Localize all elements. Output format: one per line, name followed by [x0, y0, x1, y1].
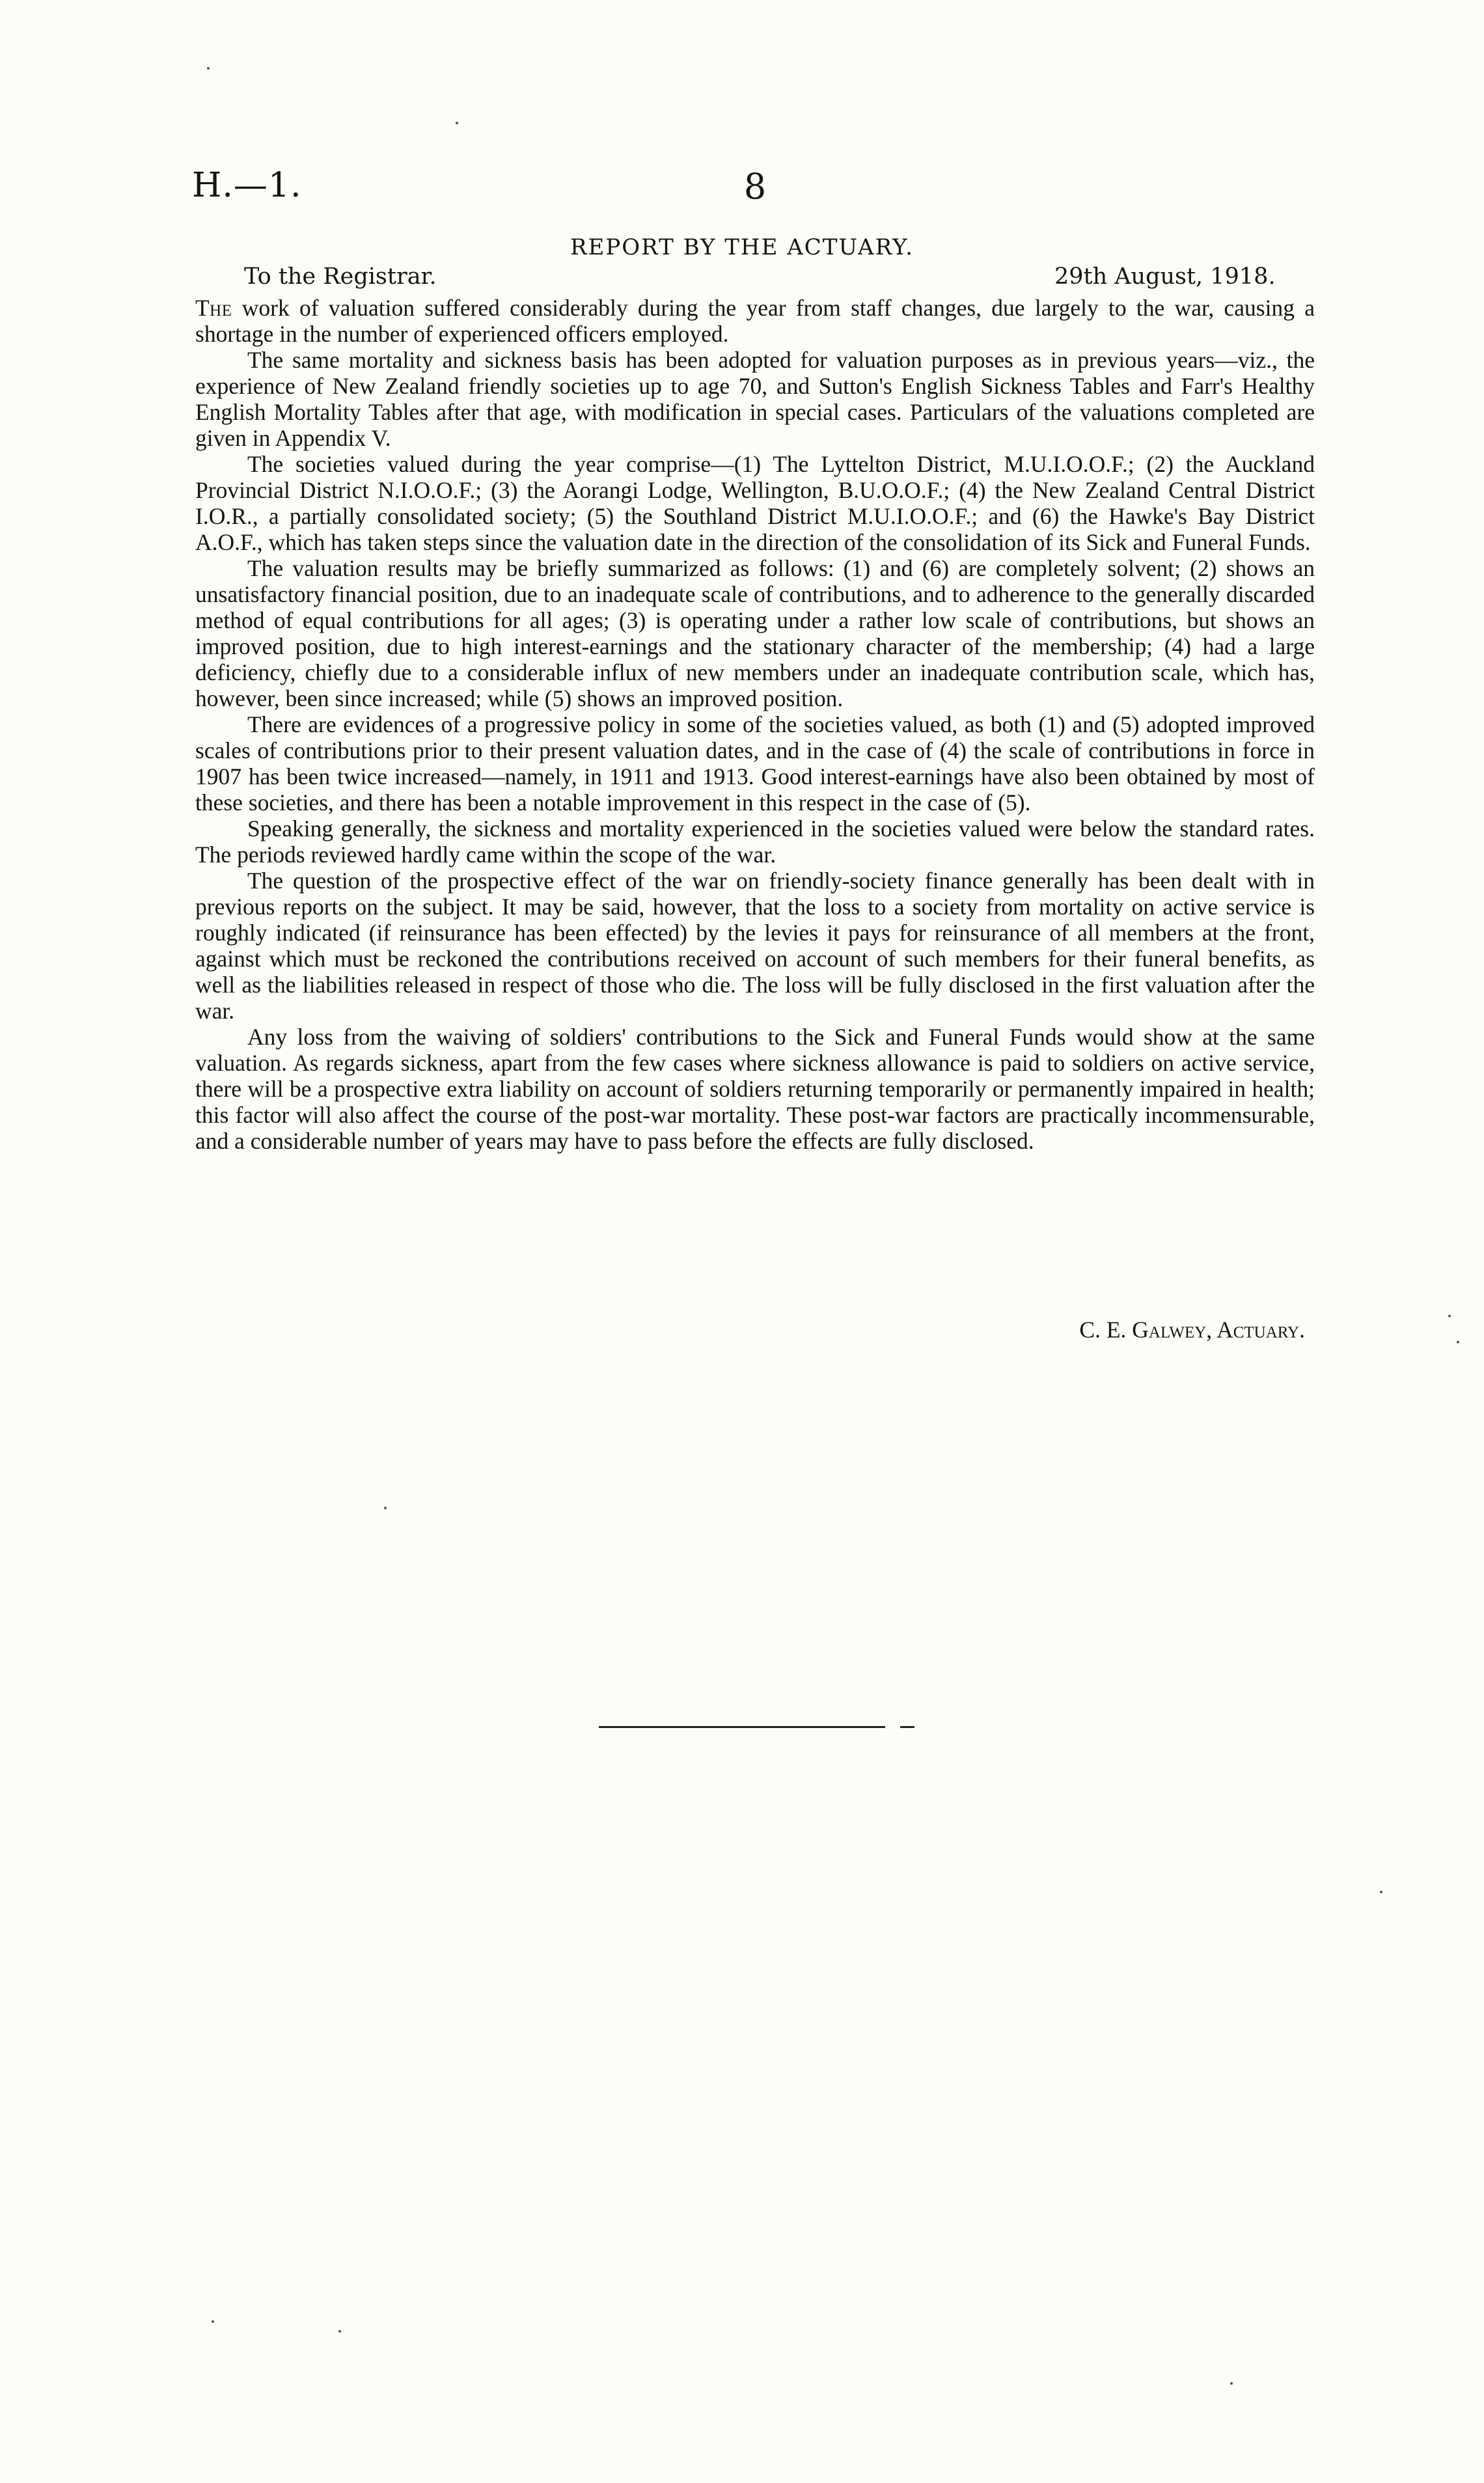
page-number: 8	[743, 166, 767, 207]
scan-speck	[338, 2330, 341, 2333]
scan-speck	[456, 122, 458, 124]
paragraph-4: The valuation results may be briefly summarized as follows: (1) and (6) are completely solvent; (2) shows an unsatisfactory financial position, due to an inadequate scale of contributions, and to adherence to the generally discarded method of equal contributions for all ages; (3) is operating under a rather low scale of contributions, but shows an improved position, due to high interest-earnings and the stationary character of the membership; (4) had a large deficiency, chiefly due to a considerable influx of new members under an inadequate contribution scale, which has, however, been since increased; while (5) shows an improved position.	[195, 555, 1315, 711]
paragraph-1	[195, 295, 1315, 347]
signature: C. E. Galwey, Actuary.	[1079, 1317, 1305, 1343]
scan-speck	[212, 2320, 214, 2323]
paragraph-6: Speaking generally, the sickness and mortality experienced in the societies valued were below the standard rates. The periods reviewed hardly came within the scope of the war.	[195, 816, 1315, 868]
lead-word: The	[195, 295, 232, 321]
scan-speck	[384, 1507, 387, 1509]
document-reference: H.—1.	[192, 166, 302, 205]
paragraph-2: The same mortality and sickness basis has been adopted for valuation purposes as in previous years—viz., the experience of New Zealand friendly societies up to age 70, and Sutton's English Sickness Tables and Farr's Healthy English Mortality Tables after that age, with modification in special cases. Particulars of the valuations completed are given in Appendix V.	[195, 347, 1315, 451]
scan-speck	[1380, 1891, 1382, 1893]
closing-rule-dash	[900, 1726, 914, 1728]
paragraph-7: The question of the prospective effect of the war on friendly-society finance generally has been dealt with in previous reports on the subject. It may be said, however, that the loss to a society from mortality on active service is roughly indicated (if reinsurance has been effected) by the levies it pays for reinsurance of all members at the front, against which must be reckoned the contributions received on account of such members for their funeral benefits, as well as the liabilities released in respect of those who die. The loss will be fully disclosed in the first valuation after the war.	[195, 868, 1315, 1024]
scan-speck	[207, 67, 210, 70]
paragraph-5: There are evidences of a progressive policy in some of the societies valued, as both (1) and (5) adopted improved scales of contributions prior to their present valuation dates, and in the case of (4) the scale of contributions in force in 1907 has been twice increased—namely, in 1911 and 1913. Good interest-earnings have also been obtained by most of these societies, and there has been a notable improvement in this respect in the case of (5).	[195, 711, 1315, 816]
report-body	[195, 295, 1315, 1154]
paragraph-8: Any loss from the waiving of soldiers' contributions to the Sick and Funeral Funds would show at the same valuation. As regards sickness, apart from the few cases where sickness allowance is paid to soldiers on active service, there will be a prospective extra liability on account of soldiers returning temporarily or permanently impaired in health; this factor will also affect the course of the post-war mortality. These post-war factors are practically incommensurable, and a considerable number of years may have to pass before the effects are fully disclosed.	[195, 1024, 1315, 1154]
report-date: 29th August, 1918.	[1054, 264, 1276, 290]
scan-speck	[1457, 1341, 1459, 1343]
scan-speck	[1448, 1315, 1451, 1317]
report-addressee: To the Registrar.	[244, 264, 437, 290]
closing-rule	[599, 1726, 885, 1728]
paragraph-3: The societies valued during the year comprise—(1) The Lyttelton District, M.U.I.O.O.F.; (2) the Auckland Provincial District N.I.O.O.F.; (3) the Aorangi Lodge, Wellington, B.U.O.O.F.; (4) the New Zealand Central District I.O.R., a partially consolidated society; (5) the Southland District M.U.I.O.O.F.; and (6) the Hawke's Bay District A.O.F., which has taken steps since the valuation date in the direction of the consolidation of its Sick and Funeral Funds.	[195, 451, 1315, 555]
paragraph-text: work of valuation suffered considerably during the year from staff changes, due largely to the war, causing a shortage in the number of experienced officers employed.	[195, 295, 1315, 347]
scan-speck	[1230, 2382, 1233, 2385]
report-title: REPORT BY THE ACTUARY.	[570, 234, 914, 260]
